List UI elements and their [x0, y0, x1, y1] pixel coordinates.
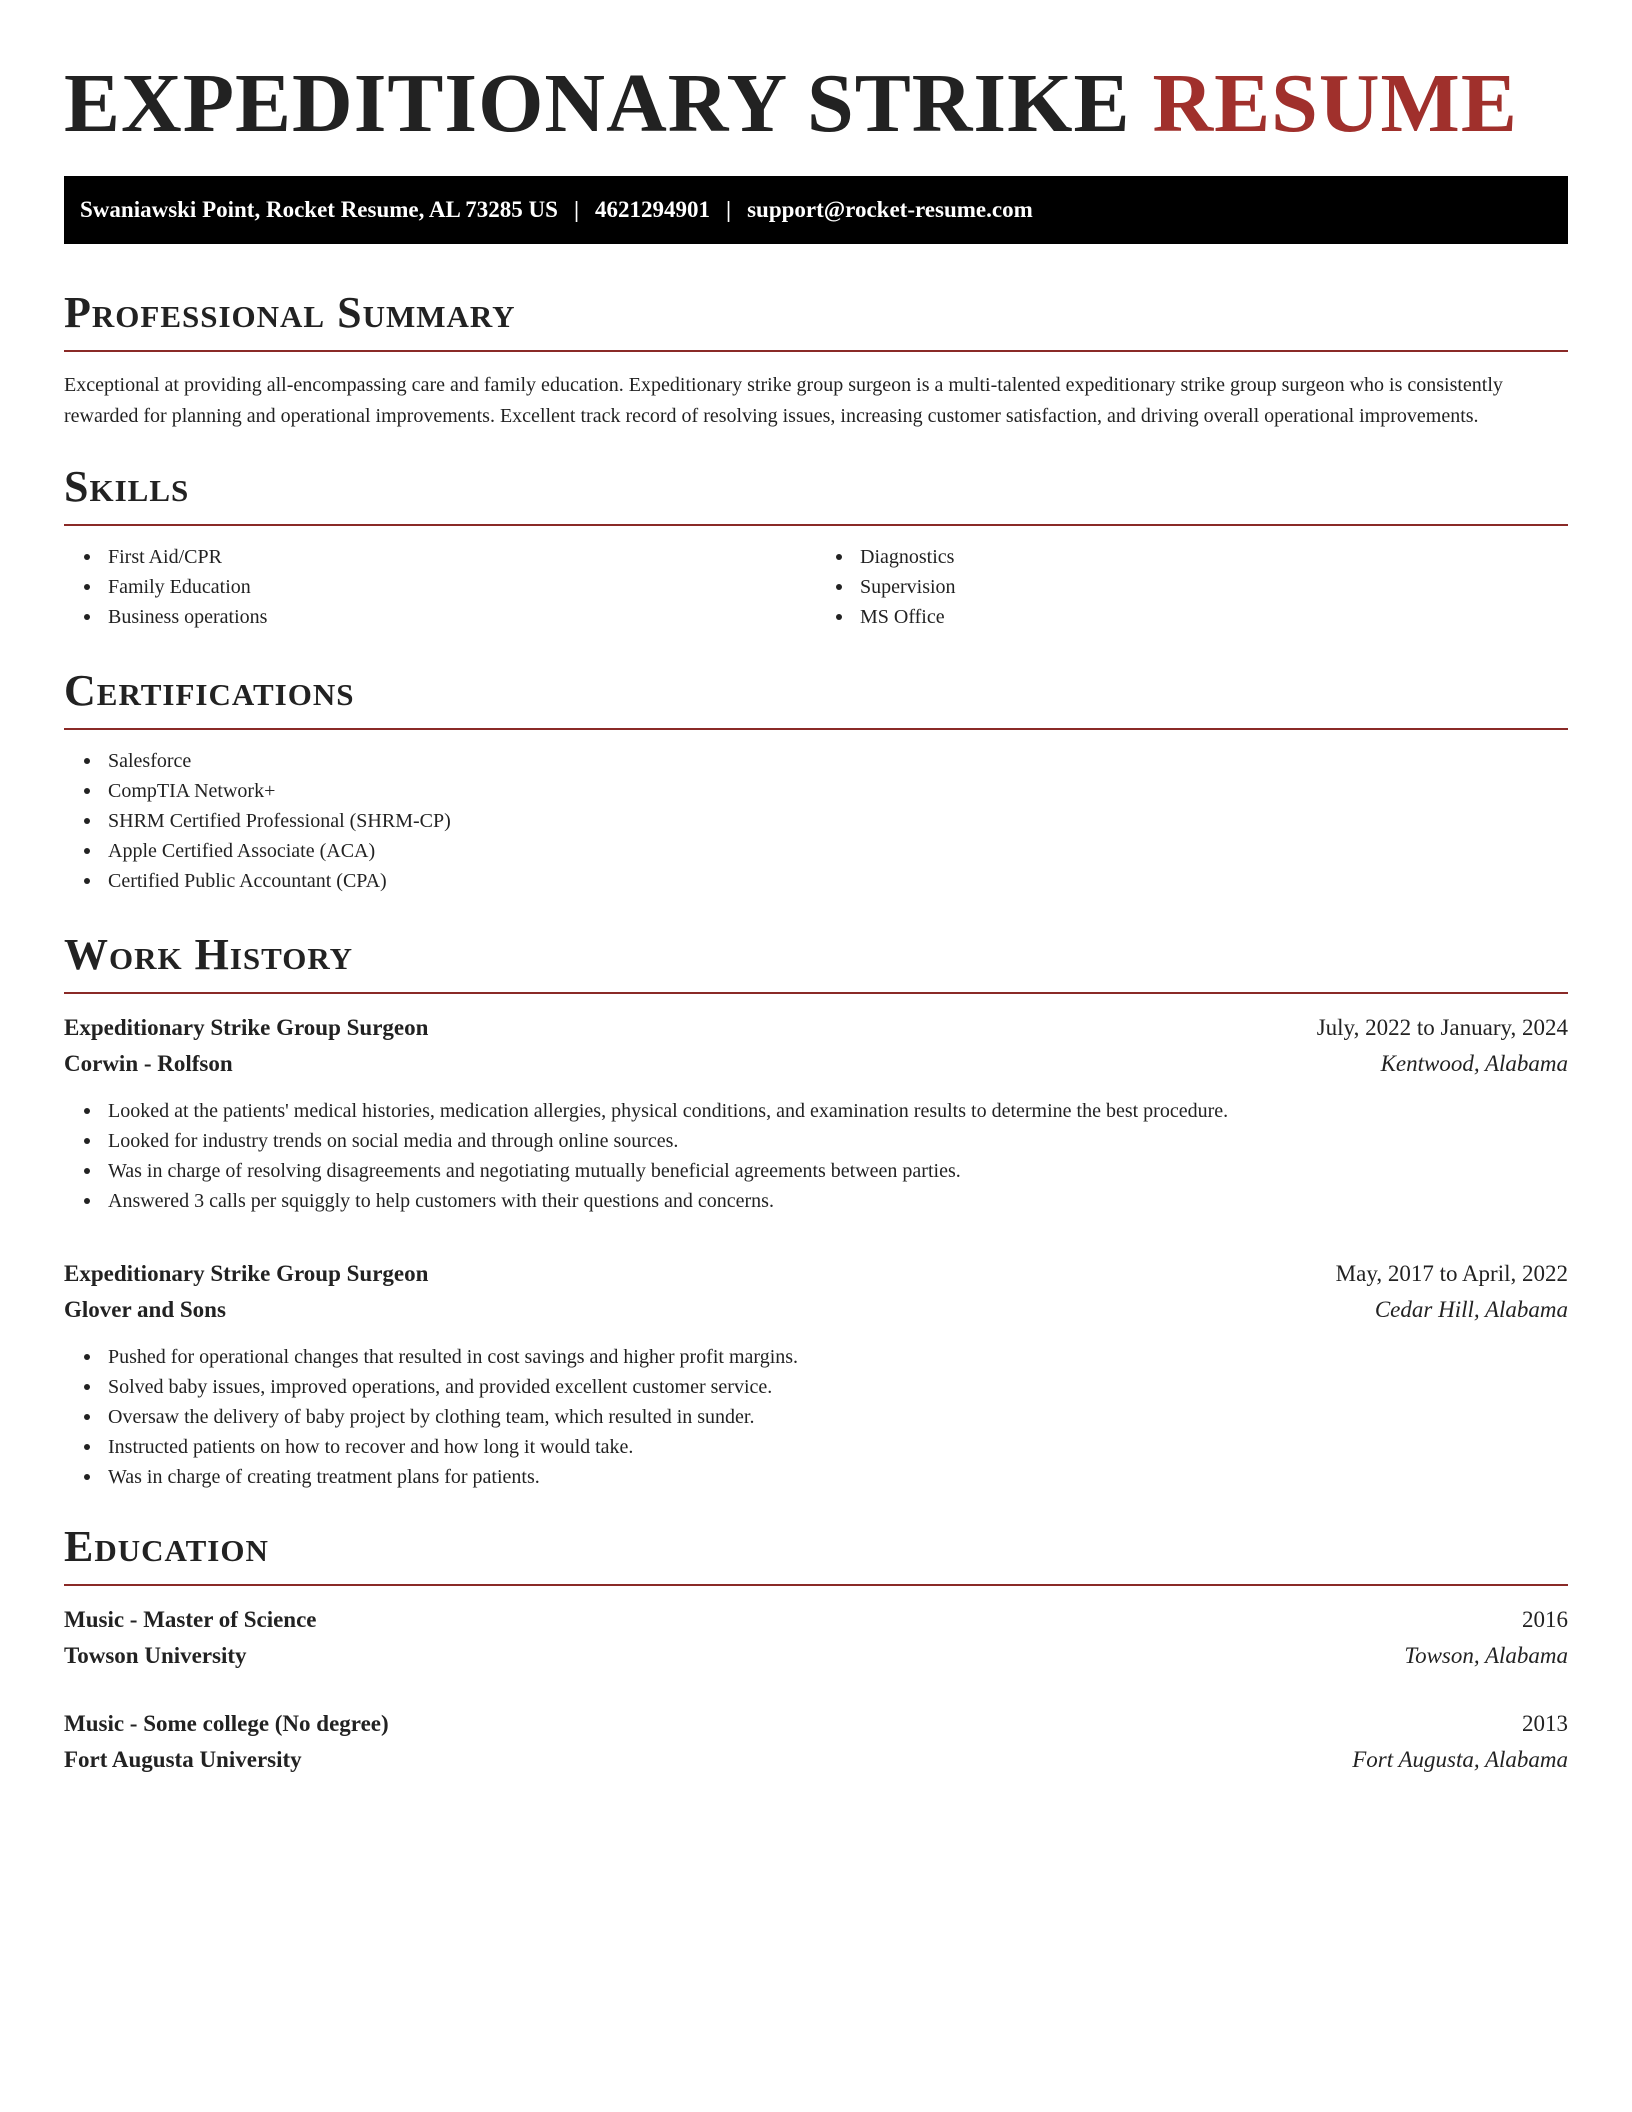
- education-school-row: [64, 1742, 1568, 1778]
- title-accent: RESUME: [1152, 57, 1518, 150]
- certifications-heading: Certifications: [64, 666, 355, 715]
- skills-grid: [64, 526, 1568, 632]
- certifications-list: [64, 746, 1568, 896]
- skills-list-right: [816, 542, 1568, 632]
- job-role: Expeditionary Strike Group Surgeon: [64, 1015, 429, 1040]
- section-divider: [64, 1584, 1568, 1586]
- certifications-section: [64, 666, 1568, 896]
- title-main: EXPEDITIONARY STRIKE: [64, 57, 1131, 150]
- job-bullet: Was in charge of creating treatment plans for patients.: [108, 1462, 1568, 1492]
- education-school-row: [64, 1638, 1568, 1674]
- job-bullet: Looked for industry trends on social media and through online sources.: [108, 1126, 1568, 1156]
- resume-title: [64, 56, 1568, 152]
- education-location: Towson, Alabama: [1404, 1643, 1568, 1668]
- job-bullet: Oversaw the delivery of baby project by clothing team, which resulted in sunder.: [108, 1402, 1568, 1432]
- contact-separator: |: [573, 197, 580, 222]
- certification-item: SHRM Certified Professional (SHRM-CP): [108, 806, 1568, 836]
- job-entry: [64, 1256, 1568, 1492]
- summary-heading: Professional Summary: [64, 288, 516, 337]
- work-section: [64, 930, 1568, 1492]
- job-entry: [64, 1010, 1568, 1216]
- job-company: Corwin - Rolfson: [64, 1051, 233, 1076]
- skills-list-left: [64, 542, 816, 632]
- job-bullet: Answered 3 calls per squiggly to help customers with their questions and concerns.: [108, 1186, 1568, 1216]
- skills-section: [64, 462, 1568, 632]
- education-degree: Music - Some college (No degree): [64, 1711, 389, 1736]
- education-heading: Education: [64, 1522, 269, 1571]
- section-divider: [64, 350, 1568, 352]
- contact-bar: [64, 176, 1568, 244]
- certification-item: Certified Public Accountant (CPA): [108, 866, 1568, 896]
- education-location: Fort Augusta, Alabama: [1352, 1747, 1568, 1772]
- education-header-row: [64, 1706, 1568, 1742]
- job-header-row: [64, 1010, 1568, 1046]
- skill-item: Diagnostics: [860, 542, 1568, 572]
- certification-item: Salesforce: [108, 746, 1568, 776]
- education-year: 2016: [1522, 1607, 1568, 1632]
- contact-phone: 4621294901: [595, 197, 711, 222]
- contact-separator: |: [726, 197, 732, 222]
- job-bullet: Solved baby issues, improved operations, and provided excellent customer service.: [108, 1372, 1568, 1402]
- job-header-row: [64, 1256, 1568, 1292]
- job-dates: May, 2017 to April, 2022: [1335, 1261, 1568, 1286]
- certification-item: CompTIA Network+: [108, 776, 1568, 806]
- education-degree: Music - Master of Science: [64, 1607, 317, 1632]
- skill-item: First Aid/CPR: [108, 542, 816, 572]
- summary-text: Exceptional at providing all-encompassing care and family education. Expeditionary strike group surgeon is a multi-talented expeditionary strike group surgeon who is consistently rewarded for planning and operational improvements. Excellent track record of resolving issues, increasing customer satisfaction, and driving overall operational improvements.: [64, 374, 1503, 427]
- contact-address: Swaniawski Point, Rocket Resume, AL 73285 US: [80, 197, 558, 222]
- skill-item: Business operations: [108, 602, 816, 632]
- job-dates: July, 2022 to January, 2024: [1316, 1015, 1568, 1040]
- section-divider: [64, 728, 1568, 730]
- summary-section: [64, 288, 1568, 432]
- skill-item: Supervision: [860, 572, 1568, 602]
- education-section: [64, 1522, 1568, 1778]
- education-school: Fort Augusta University: [64, 1747, 302, 1772]
- education-year: 2013: [1522, 1711, 1568, 1736]
- skill-item: MS Office: [860, 602, 1568, 632]
- job-bullet: Pushed for operational changes that resulted in cost savings and higher profit margins.: [108, 1342, 1568, 1372]
- job-bullet: Was in charge of resolving disagreements and negotiating mutually beneficial agreements between parties.: [108, 1156, 1568, 1186]
- job-bullet: Looked at the patients' medical histories, medication allergies, physical conditions, and examination results to determine the best procedure.: [108, 1096, 1568, 1126]
- education-entry: [64, 1602, 1568, 1674]
- section-divider: [64, 992, 1568, 994]
- job-role: Expeditionary Strike Group Surgeon: [64, 1261, 429, 1286]
- job-location: Cedar Hill, Alabama: [1374, 1297, 1568, 1322]
- education-entry: [64, 1706, 1568, 1778]
- work-heading: Work History: [64, 930, 354, 979]
- job-location: Kentwood, Alabama: [1380, 1051, 1568, 1076]
- job-company-row: [64, 1292, 1568, 1328]
- job-company: Glover and Sons: [64, 1297, 226, 1322]
- job-company-row: [64, 1046, 1568, 1082]
- skill-item: Family Education: [108, 572, 816, 602]
- education-school: Towson University: [64, 1643, 247, 1668]
- contact-email: support@rocket-resume.com: [747, 197, 1033, 222]
- job-bullets: [64, 1096, 1568, 1216]
- skills-heading: Skills: [64, 462, 190, 511]
- job-bullets: [64, 1342, 1568, 1492]
- education-header-row: [64, 1602, 1568, 1638]
- job-bullet: Instructed patients on how to recover and how long it would take.: [108, 1432, 1568, 1462]
- certification-item: Apple Certified Associate (ACA): [108, 836, 1568, 866]
